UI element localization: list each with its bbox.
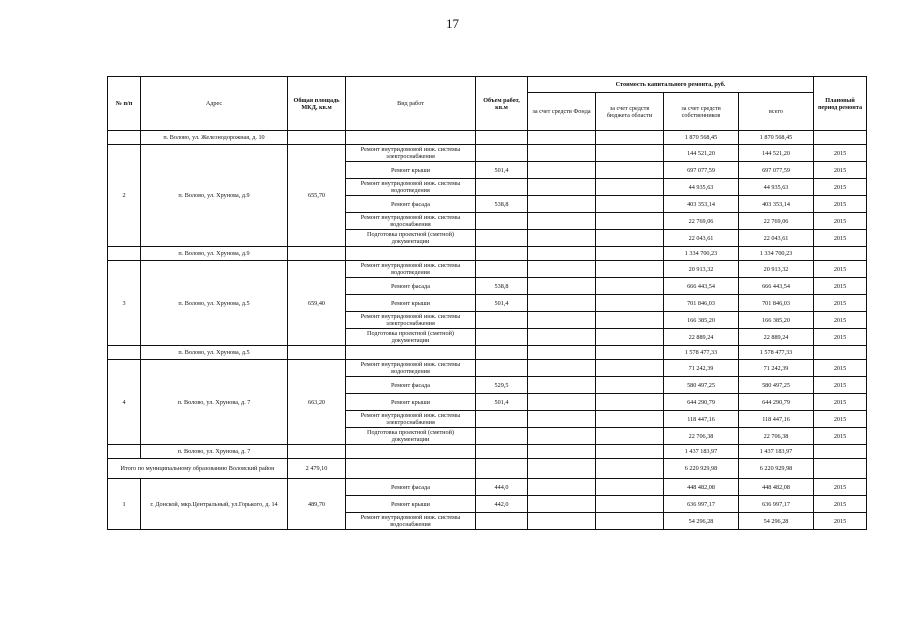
work-cell: Ремонт фасада [346, 196, 476, 213]
budget-cell [596, 213, 664, 230]
subtotal-row [108, 131, 867, 145]
fund-cell [528, 247, 596, 261]
fund-cell [528, 213, 596, 230]
period-cell: 2015 [814, 196, 867, 213]
table-row [108, 261, 867, 278]
owners-cell: 1 437 183,97 [664, 445, 739, 459]
total-cell: 166 385,20 [739, 312, 814, 329]
period-cell: 2015 [814, 360, 867, 377]
period-cell [814, 131, 867, 145]
area-cell: 655,70 [288, 145, 346, 247]
total-cell: 1 870 568,45 [739, 131, 814, 145]
total-cell: 1 334 700,23 [739, 247, 814, 261]
fund-cell [528, 394, 596, 411]
owners-cell: 666 443,54 [664, 278, 739, 295]
volume-cell [476, 329, 528, 346]
volume-cell [476, 145, 528, 162]
num-cell: 4 [108, 360, 141, 445]
header-cost-group: Стоимость капитального ремонта, руб. [528, 77, 814, 93]
num-cell [108, 445, 141, 459]
volume-cell: 442,0 [476, 496, 528, 513]
budget-cell [596, 196, 664, 213]
header-num: № п/п [108, 77, 141, 131]
volume-cell: 501,4 [476, 394, 528, 411]
work-cell: Ремонт крыши [346, 295, 476, 312]
owners-cell: 580 497,25 [664, 377, 739, 394]
total-cell: 1 437 183,97 [739, 445, 814, 459]
budget-cell [596, 428, 664, 445]
total-cell: 22 889,24 [739, 329, 814, 346]
period-cell: 2015 [814, 230, 867, 247]
area-cell: 489,70 [288, 479, 346, 530]
fund-cell [528, 377, 596, 394]
total-cell: 22 043,61 [739, 230, 814, 247]
fund-cell [528, 329, 596, 346]
owners-cell: 1 578 477,33 [664, 346, 739, 360]
work-cell: Ремонт фасада [346, 278, 476, 295]
work-cell [346, 445, 476, 459]
volume-cell [476, 131, 528, 145]
address-cell: п. Волово, ул. Хрунова, д. 7 [141, 360, 288, 445]
total-cell: 22 769,06 [739, 213, 814, 230]
work-cell: Ремонт фасада [346, 479, 476, 496]
period-cell: 2015 [814, 162, 867, 179]
owners-cell: 71 242,39 [664, 360, 739, 377]
work-cell: Ремонт внутридомовой инж. системы водоотведения [346, 360, 476, 377]
volume-cell [476, 513, 528, 530]
total-cell: 697 077,59 [739, 162, 814, 179]
fund-cell [528, 196, 596, 213]
volume-cell: 501,4 [476, 295, 528, 312]
work-cell [346, 247, 476, 261]
budget-cell [596, 261, 664, 278]
budget-cell [596, 278, 664, 295]
work-cell [346, 346, 476, 360]
address-cell: п. Волово, ул. Хрунова, д.5 [141, 261, 288, 346]
owners-cell: 448 482,08 [664, 479, 739, 496]
period-cell: 2015 [814, 312, 867, 329]
num-cell: 1 [108, 479, 141, 530]
period-cell: 2015 [814, 278, 867, 295]
work-cell: Ремонт внутридомовой инж. системы электроснабжения [346, 145, 476, 162]
volume-cell [476, 445, 528, 459]
volume-cell [476, 428, 528, 445]
budget-cell [596, 312, 664, 329]
period-cell: 2015 [814, 479, 867, 496]
budget-cell [596, 411, 664, 428]
budget-cell [596, 230, 664, 247]
budget-cell [596, 445, 664, 459]
period-cell: 2015 [814, 295, 867, 312]
period-cell: 2015 [814, 411, 867, 428]
grand-total-label: Итого по муниципальному образованию Воловский район [108, 459, 288, 479]
volume-cell [476, 312, 528, 329]
volume-cell: 538,8 [476, 196, 528, 213]
total-cell: 20 913,32 [739, 261, 814, 278]
total-cell: 22 706,38 [739, 428, 814, 445]
total-cell: 666 443,54 [739, 278, 814, 295]
total-cell: 644 290,79 [739, 394, 814, 411]
work-cell: Ремонт внутридомовой инж. системы электроснабжения [346, 411, 476, 428]
table-body [108, 131, 867, 530]
owners-cell: 22 706,38 [664, 428, 739, 445]
owners-cell: 166 385,20 [664, 312, 739, 329]
fund-cell [528, 479, 596, 496]
fund-cell [528, 162, 596, 179]
work-cell: Подготовка проектной (сметной) документации [346, 230, 476, 247]
owners-cell: 403 353,14 [664, 196, 739, 213]
capital-repair-table [107, 76, 867, 530]
fund-cell [528, 496, 596, 513]
fund-cell [528, 295, 596, 312]
period-cell [814, 459, 867, 479]
work-cell: Ремонт фасада [346, 377, 476, 394]
header-address: Адрес [141, 77, 288, 131]
work-cell [346, 459, 476, 479]
total-cell: 54 296,28 [739, 513, 814, 530]
table-row [108, 479, 867, 496]
fund-cell [528, 145, 596, 162]
volume-cell [476, 346, 528, 360]
owners-cell: 644 290,79 [664, 394, 739, 411]
area-cell: 659,40 [288, 261, 346, 346]
budget-cell [596, 145, 664, 162]
period-cell [814, 247, 867, 261]
header-budget: за счет средств бюджета области [596, 93, 664, 131]
owners-cell: 22 889,24 [664, 329, 739, 346]
subtotal-label: п. Волово, ул. Хрунова, д.9 [141, 247, 288, 261]
table-row [108, 360, 867, 377]
work-cell: Ремонт крыши [346, 496, 476, 513]
area-cell [288, 131, 346, 145]
area-cell: 2 479,10 [288, 459, 346, 479]
budget-cell [596, 479, 664, 496]
budget-cell [596, 329, 664, 346]
address-cell: г. Донской, мкр.Центральный, ул.Горького, д. 14 [141, 479, 288, 530]
total-cell: 636 997,17 [739, 496, 814, 513]
period-cell: 2015 [814, 496, 867, 513]
total-cell: 701 846,03 [739, 295, 814, 312]
header-owners: за счет средств собственников [664, 93, 739, 131]
work-cell: Ремонт внутридомовой инж. системы электроснабжения [346, 312, 476, 329]
fund-cell [528, 261, 596, 278]
area-cell: 663,20 [288, 360, 346, 445]
total-cell: 1 578 477,33 [739, 346, 814, 360]
fund-cell [528, 513, 596, 530]
volume-cell [476, 360, 528, 377]
owners-cell: 1 334 700,23 [664, 247, 739, 261]
num-cell [108, 247, 141, 261]
area-cell [288, 445, 346, 459]
owners-cell: 44 935,63 [664, 179, 739, 196]
volume-cell [476, 459, 528, 479]
fund-cell [528, 360, 596, 377]
fund-cell [528, 179, 596, 196]
work-cell: Ремонт внутридомовой инж. системы водоснабжения [346, 213, 476, 230]
subtotal-label: п. Волово, ул. Хрунова, д. 7 [141, 445, 288, 459]
budget-cell [596, 162, 664, 179]
total-cell: 403 353,14 [739, 196, 814, 213]
owners-cell: 20 913,32 [664, 261, 739, 278]
total-cell: 144 521,20 [739, 145, 814, 162]
budget-cell [596, 247, 664, 261]
period-cell: 2015 [814, 213, 867, 230]
period-cell: 2015 [814, 513, 867, 530]
total-cell: 448 482,08 [739, 479, 814, 496]
area-cell [288, 247, 346, 261]
fund-cell [528, 459, 596, 479]
fund-cell [528, 278, 596, 295]
period-cell: 2015 [814, 261, 867, 278]
work-cell: Ремонт внутридомовой инж. системы водоснабжения [346, 513, 476, 530]
fund-cell [528, 346, 596, 360]
owners-cell: 701 846,03 [664, 295, 739, 312]
num-cell: 3 [108, 261, 141, 346]
subtotal-row [108, 247, 867, 261]
work-cell: Подготовка проектной (сметной) документации [346, 329, 476, 346]
subtotal-label: п. Волово, ул. Железнодорожная, д. 10 [141, 131, 288, 145]
fund-cell [528, 230, 596, 247]
budget-cell [596, 179, 664, 196]
subtotal-row [108, 445, 867, 459]
fund-cell [528, 411, 596, 428]
subtotal-label: п. Волово, ул. Хрунова, д.5 [141, 346, 288, 360]
subtotal-row [108, 346, 867, 360]
grand-total-row [108, 459, 867, 479]
owners-cell: 697 077,59 [664, 162, 739, 179]
work-cell: Ремонт внутридомовой инж. системы водоотведения [346, 261, 476, 278]
volume-cell [476, 411, 528, 428]
work-cell: Ремонт крыши [346, 394, 476, 411]
period-cell: 2015 [814, 377, 867, 394]
header-period: Плановый период ремонта [814, 77, 867, 131]
owners-cell: 144 521,20 [664, 145, 739, 162]
total-cell: 71 242,39 [739, 360, 814, 377]
total-cell: 118 447,16 [739, 411, 814, 428]
period-cell: 2015 [814, 428, 867, 445]
budget-cell [596, 394, 664, 411]
period-cell [814, 445, 867, 459]
address-cell: п. Волово, ул. Хрунова, д.9 [141, 145, 288, 247]
header-area: Общая площадь МКД, кв.м [288, 77, 346, 131]
period-cell [814, 346, 867, 360]
fund-cell [528, 131, 596, 145]
owners-cell: 118 447,16 [664, 411, 739, 428]
budget-cell [596, 295, 664, 312]
header-fund: за счет средств Фонда [528, 93, 596, 131]
num-cell [108, 346, 141, 360]
num-cell: 2 [108, 145, 141, 247]
owners-cell: 636 997,17 [664, 496, 739, 513]
budget-cell [596, 513, 664, 530]
work-cell: Ремонт внутридомовой инж. системы водоотведения [346, 179, 476, 196]
period-cell: 2015 [814, 394, 867, 411]
owners-cell: 1 870 568,45 [664, 131, 739, 145]
period-cell: 2015 [814, 329, 867, 346]
period-cell: 2015 [814, 145, 867, 162]
volume-cell: 444,0 [476, 479, 528, 496]
volume-cell [476, 179, 528, 196]
fund-cell [528, 312, 596, 329]
volume-cell: 501,4 [476, 162, 528, 179]
period-cell: 2015 [814, 179, 867, 196]
budget-cell [596, 131, 664, 145]
total-cell: 580 497,25 [739, 377, 814, 394]
budget-cell [596, 346, 664, 360]
volume-cell [476, 213, 528, 230]
volume-cell: 538,8 [476, 278, 528, 295]
header-volume: Объем работ, кв.м [476, 77, 528, 131]
work-cell: Ремонт крыши [346, 162, 476, 179]
volume-cell: 529,5 [476, 377, 528, 394]
budget-cell [596, 360, 664, 377]
volume-cell [476, 230, 528, 247]
budget-cell [596, 377, 664, 394]
work-cell [346, 131, 476, 145]
volume-cell [476, 247, 528, 261]
fund-cell [528, 428, 596, 445]
owners-cell: 6 220 929,98 [664, 459, 739, 479]
area-cell [288, 346, 346, 360]
budget-cell [596, 459, 664, 479]
table-header [108, 77, 867, 131]
total-cell: 44 935,63 [739, 179, 814, 196]
work-cell: Подготовка проектной (сметной) документации [346, 428, 476, 445]
total-cell: 6 220 929,98 [739, 459, 814, 479]
fund-cell [528, 445, 596, 459]
budget-cell [596, 496, 664, 513]
owners-cell: 54 296,28 [664, 513, 739, 530]
volume-cell [476, 261, 528, 278]
owners-cell: 22 043,61 [664, 230, 739, 247]
owners-cell: 22 769,06 [664, 213, 739, 230]
num-cell [108, 131, 141, 145]
header-total: всего [739, 93, 814, 131]
table-row [108, 145, 867, 162]
page-number: 17 [446, 16, 459, 31]
header-work-type: Вид работ [346, 77, 476, 131]
